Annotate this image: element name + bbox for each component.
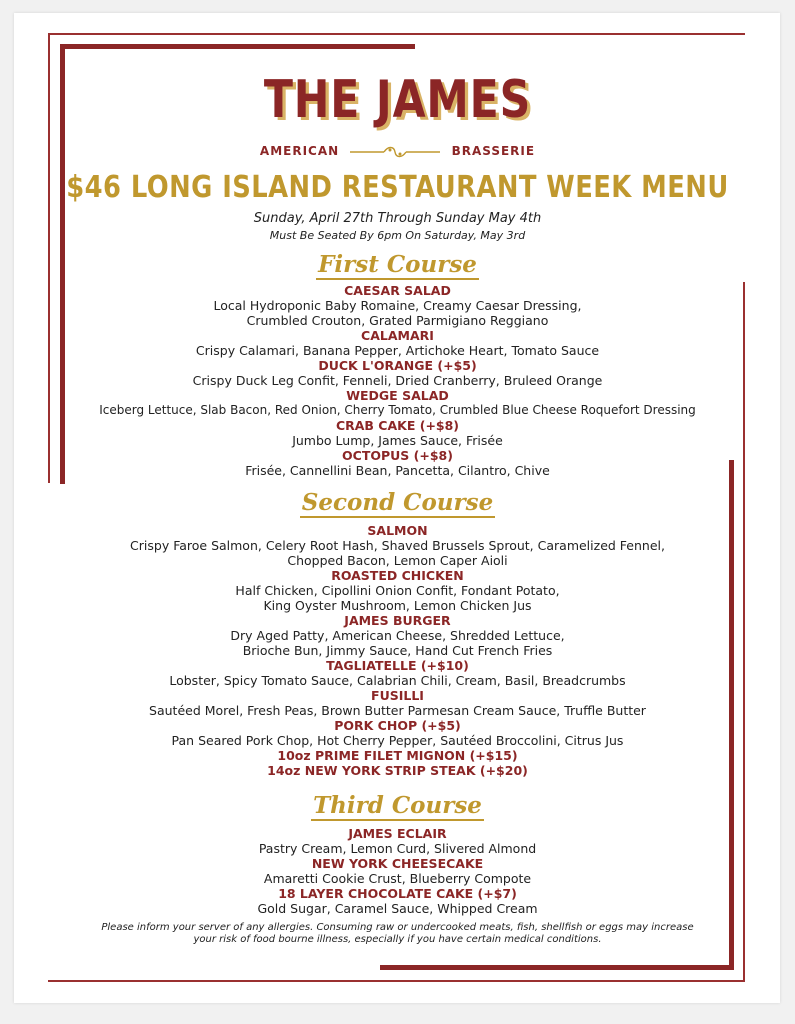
restaurant-logo: THE JAMES [263,70,532,130]
allergy-line: Please inform your server of any allergies. Consuming raw or undercooked meats, fish, shellfish or eggs may increase [101,922,694,933]
dish-name: FUSILLI [371,688,424,703]
frame-rule-bottom-thin [48,980,745,982]
dish-name: NEW YORK CHEESECAKE [311,856,484,871]
dish-name: TAGLIATELLE (+$10) [326,658,469,673]
dish-name: CALAMARI [361,328,434,343]
menu-item [0,568,795,613]
menu-item [0,388,795,418]
dish-name: ROASTED CHICKEN [331,568,464,583]
dish-description: Amaretti Cookie Crust, Blueberry Compote [263,871,532,886]
menu-item [0,748,795,763]
menu-item [0,283,795,328]
allergy-disclaimer [70,922,725,946]
dish-description: Chopped Bacon, Lemon Caper Aioli [287,553,508,568]
dish-description: Half Chicken, Cipollini Onion Confit, Fondant Potato, [235,583,560,598]
dish-description: Crumbled Crouton, Grated Parmigiano Reggiano [246,313,549,328]
dish-name: 10oz PRIME FILET MIGNON (+$15) [277,748,518,763]
dish-name: 14oz NEW YORK STRIP STEAK (+$20) [267,763,528,778]
menu-item [0,523,795,568]
dish-name: PORK CHOP (+$5) [334,718,461,733]
dish-name: SALMON [367,523,428,538]
dish-name: DUCK L'ORANGE (+$5) [318,358,477,373]
frame-rule-top-left [60,44,415,49]
menu-item [0,328,795,358]
menu-item [0,763,795,778]
menu-item [0,613,795,658]
dish-name: WEDGE SALAD [346,388,449,403]
dish-description: Iceberg Lettuce, Slab Bacon, Red Onion, Cherry Tomato, Crumbled Blue Cheese Roquefort Dressing [99,403,696,417]
dish-description: Gold Sugar, Caramel Sauce, Whipped Cream [257,901,538,916]
dish-name: CAESAR SALAD [344,283,451,298]
dish-description: Crispy Duck Leg Confit, Fenneli, Dried Cranberry, Bruleed Orange [192,373,603,388]
menu-item [0,418,795,448]
dish-description: Pan Seared Pork Chop, Hot Cherry Pepper, Sautéed Broccolini, Citrus Jus [171,733,624,748]
menu-item [0,718,795,748]
course-title-second: Second Course [301,489,494,516]
menu-item [0,826,795,856]
menu-item [0,658,795,688]
menu-item [0,886,795,916]
dish-description: Crispy Faroe Salmon, Celery Root Hash, Shaved Brussels Sprout, Caramelized Fennel, [130,538,665,553]
dish-name: 18 LAYER CHOCOLATE CAKE (+$7) [278,886,517,901]
dish-description: Crispy Calamari, Banana Pepper, Artichoke Heart, Tomato Sauce [195,343,600,358]
ornament-scroll-icon [350,146,440,158]
menu-item [0,856,795,886]
menu-item [0,688,795,718]
logo-tagline [0,144,795,158]
seating-note: Must Be Seated By 6pm On Saturday, May 3rd [269,229,526,242]
dish-name: OCTOPUS (+$8) [342,448,453,463]
course-title-first: First Course [318,251,477,278]
course-title-third: Third Course [313,792,482,819]
tagline-right: BRASSERIE [451,144,536,158]
allergy-line: your risk of food bourne illness, especially if you have certain medical conditions. [193,934,602,945]
dish-description: Frisée, Cannellini Bean, Pancetta, Cilantro, Chive [245,463,550,478]
dish-description: Lobster, Spicy Tomato Sauce, Calabrian Chili, Cream, Basil, Breadcrumbs [169,673,626,688]
menu-headline: $46 LONG ISLAND RESTAURANT WEEK MENU [66,170,729,205]
menu-item [0,448,795,478]
menu-dates: Sunday, April 27th Through Sunday May 4th [253,211,542,226]
frame-rule-top-thin [48,33,745,35]
tagline-left: AMERICAN [259,144,340,158]
dish-description: Brioche Bun, Jimmy Sauce, Hand Cut French Fries [242,643,553,658]
dish-description: Pastry Cream, Lemon Curd, Slivered Almond [258,841,537,856]
dish-name: CRAB CAKE (+$8) [335,418,460,433]
dish-description: Local Hydroponic Baby Romaine, Creamy Caesar Dressing, [213,298,582,313]
frame-rule-bottom-right [380,965,734,970]
dish-description: Jumbo Lump, James Sauce, Frisée [292,433,503,448]
dish-name: JAMES ECLAIR [348,826,447,841]
menu-item [0,358,795,388]
dish-description: Sautéed Morel, Fresh Peas, Brown Butter Parmesan Cream Sauce, Truffle Butter [149,703,646,718]
dish-description: Dry Aged Patty, American Cheese, Shredded Lettuce, [230,628,565,643]
dish-description: King Oyster Mushroom, Lemon Chicken Jus [263,598,532,613]
dish-name: JAMES BURGER [344,613,451,628]
